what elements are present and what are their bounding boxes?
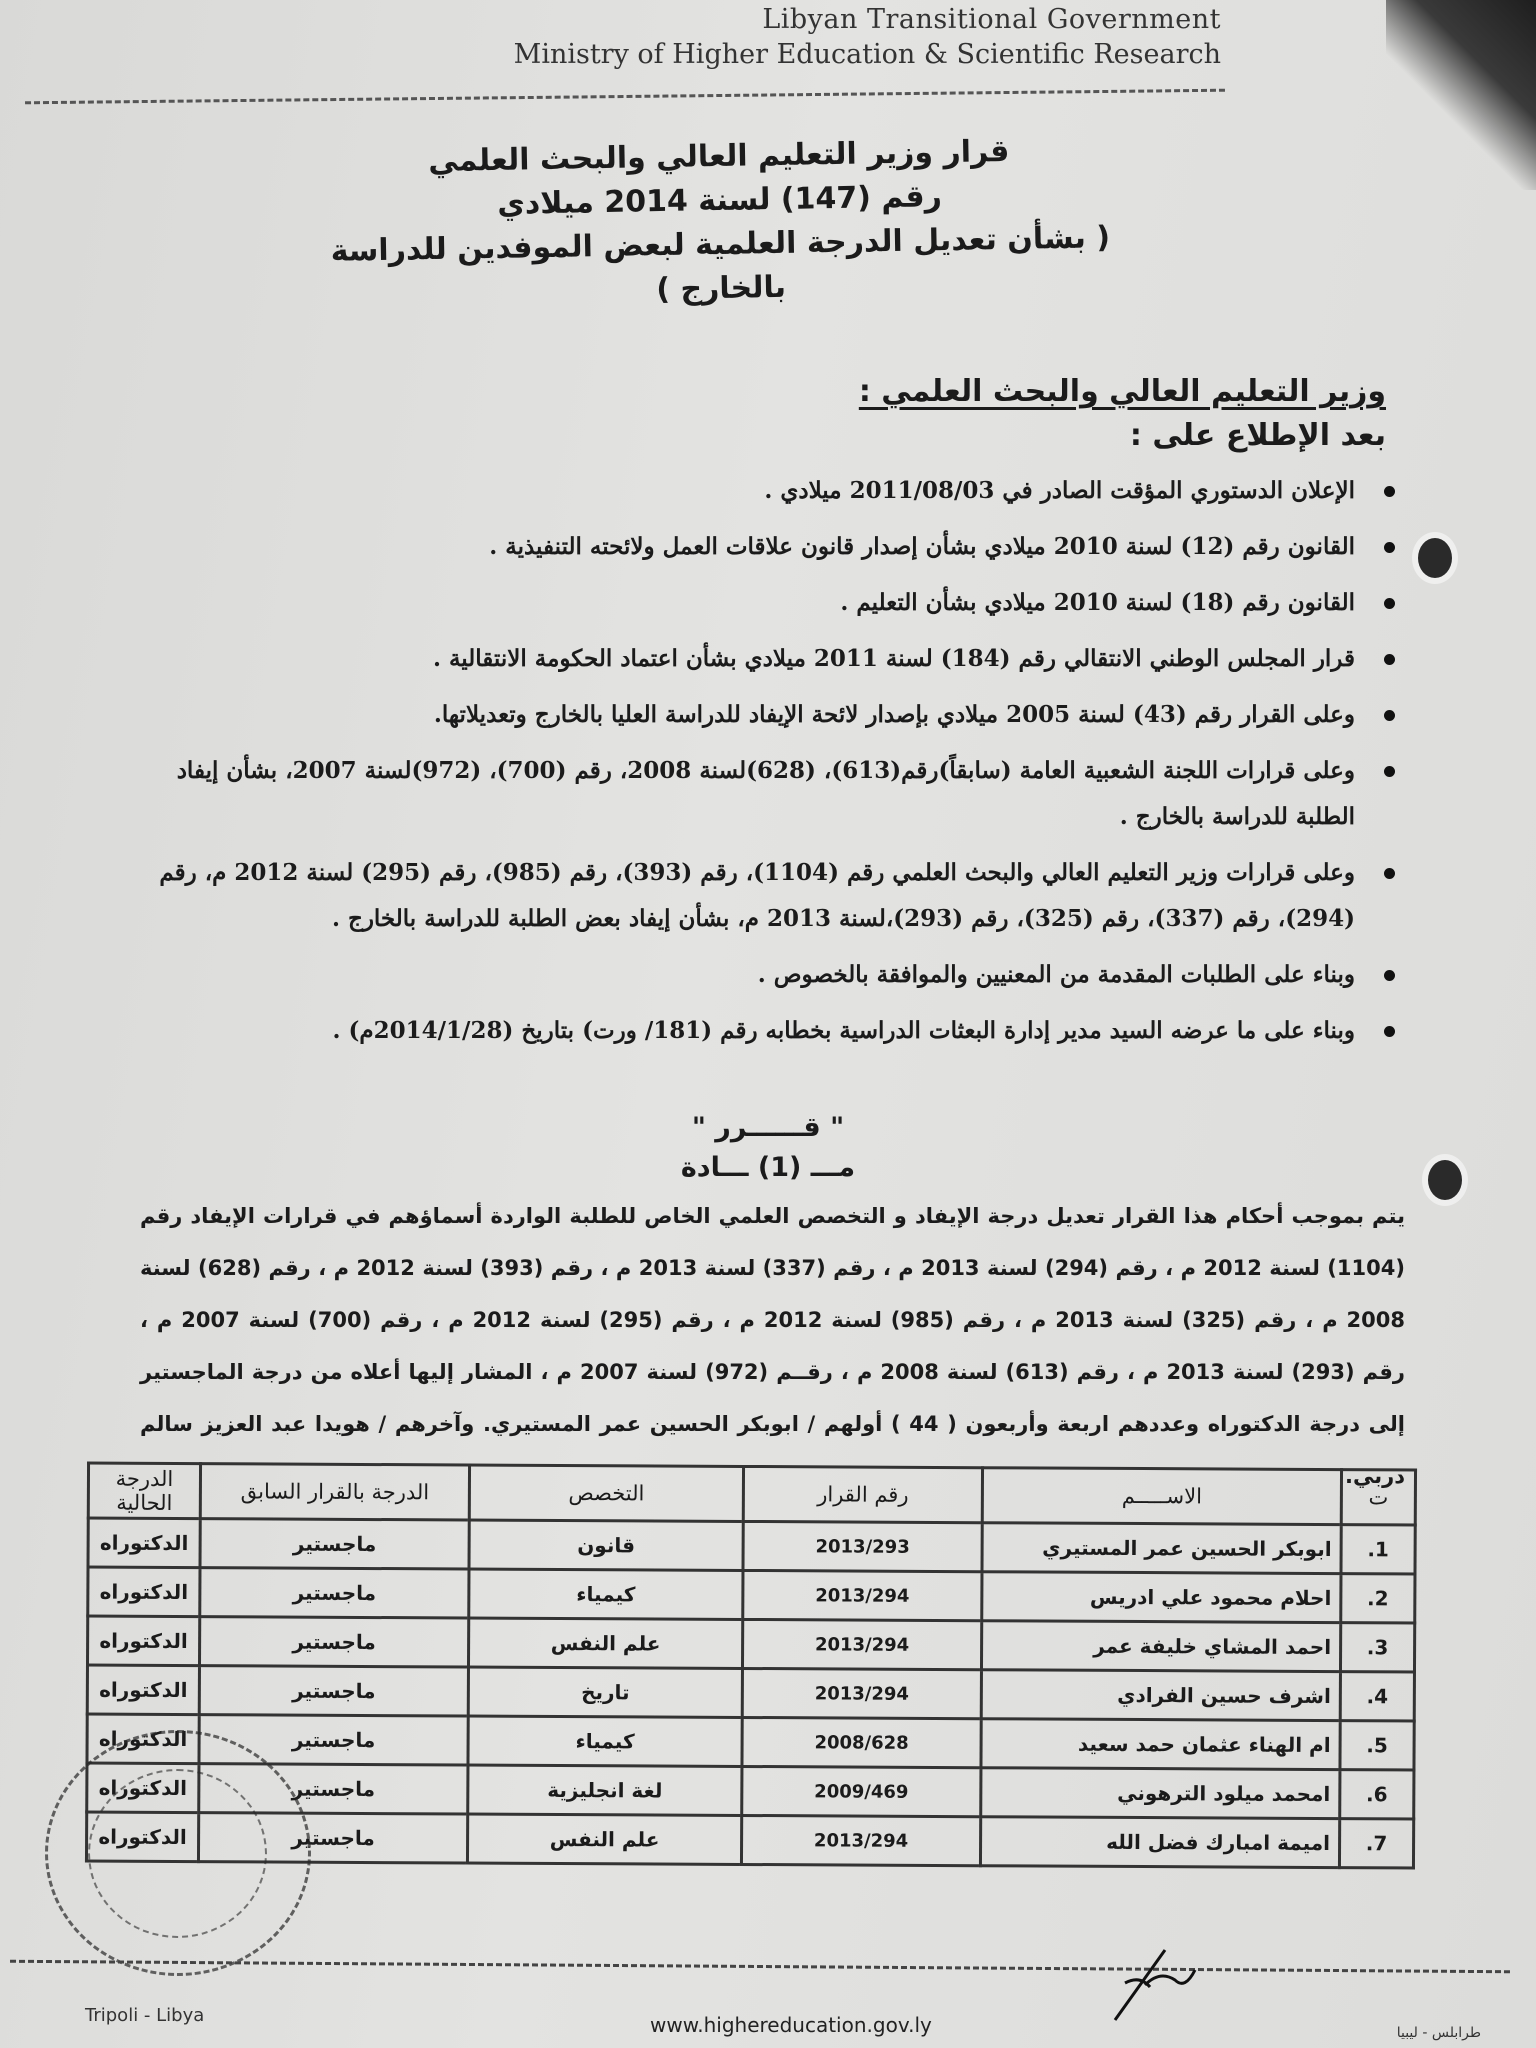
list-item: وبناء على ما عرضه السيد مدير إدارة البعثات الدراسية بخطابه رقم (181/ ورت) بتاريخ (2014/1/28م) . xyxy=(140,1008,1395,1054)
decision-number: 2009/469 xyxy=(742,1766,981,1816)
bullet-icon xyxy=(1384,970,1395,981)
major: لغة انجليزية xyxy=(468,1765,742,1815)
list-item: وعلى القرار رقم (43) لسنة 2005 ميلادي بإصدار لائحة الإيفاد للدراسة العليا بالخارج وتعديلاتها. xyxy=(140,692,1395,738)
row-number: 3. xyxy=(1340,1623,1414,1672)
row-number: 7. xyxy=(1339,1819,1413,1868)
list-item: وعلى قرارات اللجنة الشعبية العامة (سابقاً)رقم(613)، (628)لسنة 2008، رقم (700)، (972)لسنة 2007، بشأن إيفاد الطلبة للدراسة بالخارج . xyxy=(140,748,1395,840)
decree-title xyxy=(299,128,1142,319)
col-header-major: التخصص xyxy=(469,1465,743,1521)
table-row xyxy=(88,1518,1415,1574)
row-number: 6. xyxy=(1340,1770,1414,1819)
current-degree: الدكتوراه xyxy=(86,1812,198,1862)
bullet-icon xyxy=(1384,654,1395,665)
student-name: اميمة امبارك فضل الله xyxy=(980,1817,1339,1868)
decision-number: 2013/294 xyxy=(741,1815,980,1865)
punch-hole xyxy=(1418,538,1452,578)
table-row xyxy=(87,1665,1414,1721)
bullet-icon xyxy=(1384,868,1395,879)
government-name: Libyan Transitional Government xyxy=(762,4,1221,35)
student-name: امحمد ميلود الترهوني xyxy=(981,1768,1340,1819)
student-name: احلام محمود علي ادريس xyxy=(982,1572,1341,1623)
minister-heading: وزير التعليم العالي والبحث العلمي : xyxy=(858,374,1386,409)
previous-degree: ماجستير xyxy=(199,1764,468,1814)
letterhead xyxy=(514,4,1221,70)
official-stamp xyxy=(45,1730,311,1976)
decree-subject: ( بشأن تعديل الدرجة العلمية لبعض الموفدين للدراسة بالخارج ) xyxy=(330,220,1111,308)
footer-city: Tripoli - Libya xyxy=(85,2005,205,2026)
current-degree: الدكتوراه xyxy=(88,1518,200,1568)
bullet-icon xyxy=(1384,542,1395,553)
list-item: القانون رقم (12) لسنة 2010 ميلادي بشأن إصدار قانون علاقات العمل ولائحته التنفيذية . xyxy=(140,524,1395,570)
table-row xyxy=(87,1714,1414,1770)
row-number: 5. xyxy=(1340,1721,1414,1770)
decision-number: 2013/294 xyxy=(743,1570,982,1620)
table-row xyxy=(87,1616,1414,1672)
current-degree: الدكتوراه xyxy=(87,1616,199,1666)
row-number: 2. xyxy=(1341,1574,1415,1623)
bullet-icon xyxy=(1384,598,1395,609)
major: كيمياء xyxy=(469,1569,743,1619)
table-header-row xyxy=(88,1463,1415,1525)
student-name: ابوبكر الحسين عمر المستيري xyxy=(982,1523,1341,1574)
current-degree: الدكتوراه xyxy=(87,1763,199,1813)
col-header-name: الاســـــم xyxy=(982,1468,1341,1525)
decree-title-line: قرار وزير التعليم العالي والبحث العلمي xyxy=(428,133,1010,180)
signature-icon xyxy=(1105,1945,1215,2025)
student-name: ام الهناء عثمان حمد سعيد xyxy=(981,1719,1340,1770)
decision-number: 2013/294 xyxy=(742,1619,981,1669)
decision-heading: " قــــــرر " xyxy=(691,1112,845,1143)
list-item: وعلى قرارات وزير التعليم العالي والبحث العلمي رقم (1104)، رقم (393)، رقم (985)، رقم (295) لسنة 2012 م، رقم (294)، رقم (337)، رقم (325)، رقم (293)،لسنة 2013 م، بشأن إيفاد بعض الطلبة للدراسة بالخارج . xyxy=(140,850,1395,942)
col-header-current-degree: الدرجة الحالية xyxy=(88,1463,200,1519)
preamble xyxy=(859,370,1386,458)
previous-degree: ماجستير xyxy=(199,1617,468,1667)
major: كيمياء xyxy=(468,1716,742,1766)
previous-degree: ماجستير xyxy=(199,1666,468,1716)
table-row xyxy=(88,1567,1415,1623)
major: قانون xyxy=(469,1520,743,1570)
list-item: قرار المجلس الوطني الانتقالي رقم (184) لسنة 2011 ميلادي بشأن اعتماد الحكومة الانتقالية . xyxy=(140,636,1395,682)
previous-degree: ماجستير xyxy=(198,1813,467,1863)
list-item: القانون رقم (18) لسنة 2010 ميلادي بشأن التعليم . xyxy=(140,580,1395,626)
ministry-name: Ministry of Higher Education & Scientific Research xyxy=(513,39,1221,70)
article-text: يتم بموجب أحكام هذا القرار تعديل درجة الإيفاد و التخصص العلمي الخاص للطلبة الواردة أسماؤهم في قرارات الإيفاد رقم (1104) لسنة 2012 م ، رقم (294) لسنة 2013 م ، رقم (337) لسنة 2013 م ، رقم (393) لسنة 2012 م ، رقم (628) لسنة 2008 م ، رقم (325) لسنة 2013 م ، رقم (985) لسنة 2012 م ، رقم (295) لسنة 2012 م ، رقم (700) لسنة 2007 م ، رقم (293) لسنة 2013 م ، رقم (613) لسنة 2008 م ، رقــم (972) لسنة 2007 م ، المشار إليها أعلاه من درجة الماجستير إلى درجة الدكتوراه وعددهم اربعة وأربعون ( 44 ) أولهم / ابوبكر الحسين عمر المستيري. وآخرهم / هويدا عبد العزيز سالم دربي. xyxy=(140,1204,1405,1488)
col-header-decision: رقم القرار xyxy=(743,1466,982,1522)
bullet-icon xyxy=(1384,710,1395,721)
decision-number: 2013/294 xyxy=(742,1668,981,1718)
decree-number: رقم (147) لسنة 2014 ميلادي xyxy=(497,179,943,222)
bullet-icon xyxy=(1384,766,1395,777)
bullet-icon xyxy=(1384,1026,1395,1037)
row-number: 4. xyxy=(1340,1672,1414,1721)
previous-degree: ماجستير xyxy=(200,1519,469,1569)
list-item: وبناء على الطلبات المقدمة من المعنيين والموافقة بالخصوص . xyxy=(140,952,1395,998)
row-number: 1. xyxy=(1341,1525,1415,1574)
footer-city-arabic: طرابلس - ليبيا xyxy=(1396,2025,1481,2041)
student-name: اشرف حسين الفرادي xyxy=(981,1670,1340,1721)
footer-website: www.highereducation.gov.ly xyxy=(650,2013,932,2037)
list-item: الإعلان الدستوري المؤقت الصادر في 2011/08/03 ميلادي . xyxy=(140,468,1395,514)
header-divider xyxy=(25,89,1225,105)
decision-number: 2008/628 xyxy=(742,1717,981,1767)
bullet-icon xyxy=(1384,486,1395,497)
previous-degree: ماجستير xyxy=(199,1715,468,1765)
page-corner-shadow xyxy=(1386,0,1536,190)
col-header-no: ت xyxy=(1341,1470,1415,1525)
legal-basis-list xyxy=(140,468,1395,1064)
decision-heading-block xyxy=(0,1108,1536,1188)
article-heading: مـــ (1) ـــادة xyxy=(680,1152,856,1183)
col-header-prev-degree: الدرجة بالقرار السابق xyxy=(200,1464,469,1520)
major: علم النفس xyxy=(468,1618,742,1668)
major: علم النفس xyxy=(467,1814,741,1864)
after-review-heading: بعد الإطلاع على : xyxy=(1129,418,1386,453)
previous-degree: ماجستير xyxy=(200,1568,469,1618)
student-name: احمد المشاي خليفة عمر xyxy=(981,1621,1340,1672)
major: تاريخ xyxy=(468,1667,742,1717)
decision-number: 2013/293 xyxy=(743,1521,982,1571)
current-degree: الدكتوراه xyxy=(88,1567,200,1617)
current-degree: الدكتوراه xyxy=(87,1665,199,1715)
current-degree: الدكتوراه xyxy=(87,1714,199,1764)
footer-divider xyxy=(10,1960,1510,1973)
